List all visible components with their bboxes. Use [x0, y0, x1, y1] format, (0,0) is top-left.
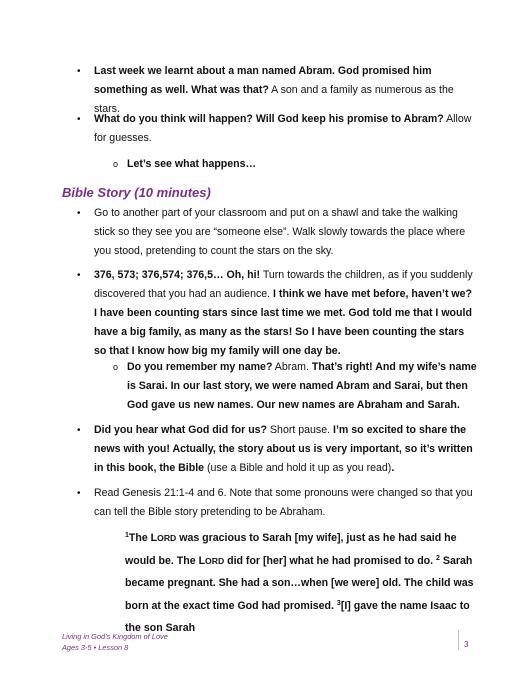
- footer-divider: [458, 630, 459, 650]
- bullet-icon: •: [77, 66, 81, 77]
- bold-text: 376, 573; 376,574; 376,5… Oh, hi!: [94, 269, 261, 281]
- plain-text: Turn towards the children, as if you suddenly discovered that you had an audience.: [94, 269, 473, 300]
- bold-text: What do you think will happen? Will God keep his promise to Abram?: [94, 113, 444, 125]
- verse-number: 3: [336, 599, 341, 607]
- bold-text: I’m so excited to share the news with you! Actually, the story about us is very important, so it’s written in this book, the Bible: [94, 424, 473, 474]
- bold-text: .: [391, 462, 395, 474]
- bullet-item-what-god-did: [94, 421, 474, 478]
- page-number: 3: [464, 640, 469, 649]
- bullet-item-read-genesis: [94, 484, 474, 522]
- bold-text: I think we have met before, haven’t we? I have been counting stars since last time we met. God told me that I would have a big family, as many as the stars! So I have been counting the stars so that I know how big my family will one day be.: [94, 288, 473, 357]
- footer-title: Living in God’s Kingdom of Love: [62, 632, 168, 641]
- scripture-quote: [125, 527, 475, 640]
- sub-item-remember-name: [127, 358, 477, 415]
- plain-text: A son and a family as numerous as the stars.: [94, 84, 454, 115]
- plain-text: Abram.: [272, 361, 312, 373]
- sub-bullet-icon: o: [113, 159, 119, 169]
- verse-number: 1: [125, 532, 129, 539]
- plain-text: Read Genesis 21:1-4 and 6. Note that some pronouns were changed so that you can tell the Bible story pretending to be Abraham.: [94, 487, 473, 518]
- footer: [62, 632, 168, 653]
- bold-text: That’s right! And my wife’s name is Sarai. In our last story, we were named Abram and Sarai, but then God gave us new names. Our new names are Abraham and Sarah.: [127, 361, 477, 411]
- plain-text: Short pause.: [267, 424, 334, 436]
- small-caps-text: ORD: [157, 533, 177, 543]
- bullet-icon: •: [77, 425, 81, 436]
- plain-text: Go to another part of your classroom and put on a shawl and take the walking stick so they see you are “someone else”. Walk slowly towards the place where you stood, pretending to count the stars on the sky.: [94, 207, 466, 257]
- bold-text: Let’s see what happens…: [127, 158, 257, 170]
- bullet-icon: •: [77, 114, 81, 125]
- small-caps-text: ORD: [205, 555, 225, 566]
- bullet-item-walk: [94, 204, 474, 261]
- quote-text: The L: [128, 532, 158, 544]
- bullet-item-counting-stars: [94, 266, 474, 361]
- bullet-item-what-will-happen: [94, 110, 474, 148]
- quote-text: Sarah became pregnant. She had a son…when [we were] old. The child was born at the exact time God had promised.: [125, 554, 474, 612]
- bullet-icon: •: [77, 270, 81, 281]
- plain-text: (use a Bible and hold it up as you read): [204, 462, 392, 474]
- sub-item-lets-see: [127, 155, 477, 174]
- quote-text: was gracious to Sarah [my wife], just as he had said he would be. The L: [125, 532, 457, 567]
- bullet-icon: •: [77, 488, 81, 499]
- bold-text: Do you remember my name?: [127, 361, 273, 373]
- bullet-icon: •: [77, 208, 81, 219]
- verse-number: 2: [436, 554, 440, 562]
- plain-text: Allow for guesses.: [94, 113, 472, 144]
- bold-text: Did you hear what God did for us?: [94, 424, 268, 436]
- footer-subtitle: Ages 3-5 • Lesson 8: [62, 642, 129, 652]
- quote-text: [I] gave the name Isaac to the son Sarah: [125, 599, 470, 634]
- section-heading: Bible Story (10 minutes): [62, 185, 211, 200]
- sub-bullet-icon: o: [113, 362, 119, 372]
- bold-text: Last week we learnt about a man named Abram. God promised him something as well. What was that?: [94, 65, 432, 96]
- quote-text: did for [her] what he had promised to do.: [224, 554, 437, 567]
